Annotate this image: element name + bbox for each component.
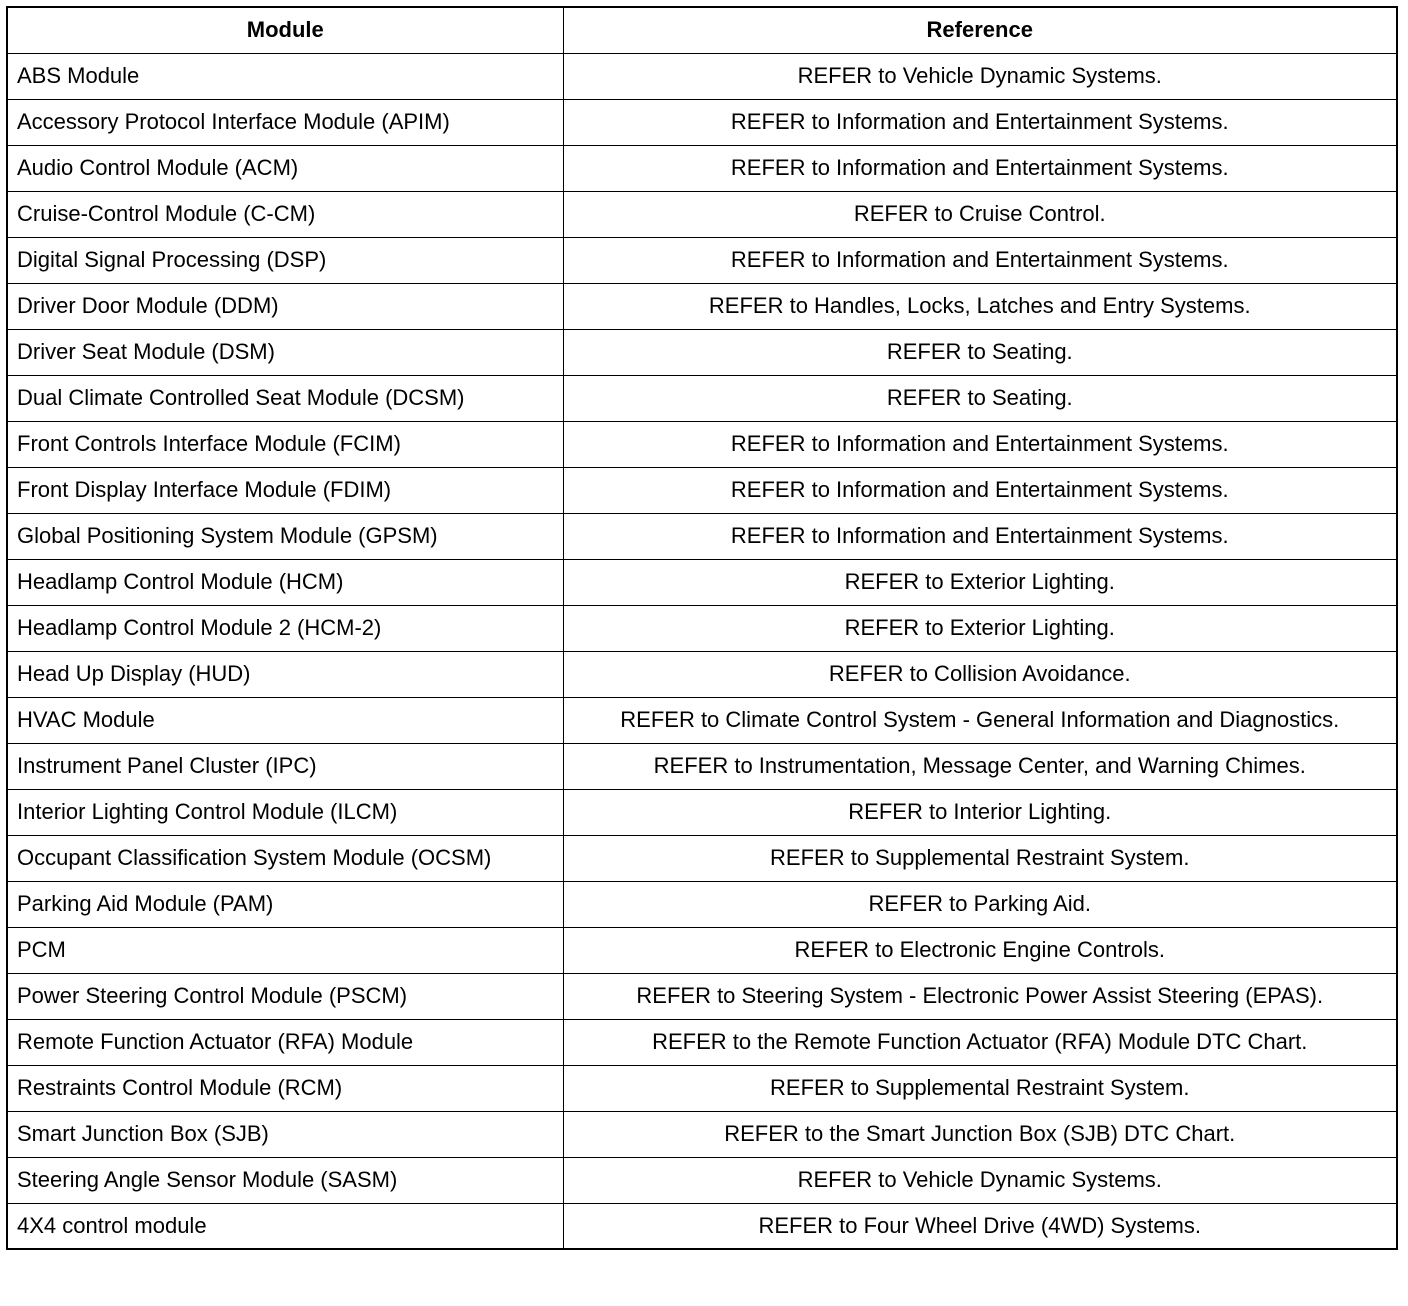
module-cell: Digital Signal Processing (DSP) bbox=[7, 237, 563, 283]
table-row bbox=[7, 421, 1397, 467]
module-cell: Driver Seat Module (DSM) bbox=[7, 329, 563, 375]
reference-cell: REFER to Interior Lighting. bbox=[563, 789, 1397, 835]
table-row bbox=[7, 835, 1397, 881]
module-cell: Smart Junction Box (SJB) bbox=[7, 1111, 563, 1157]
module-cell: Instrument Panel Cluster (IPC) bbox=[7, 743, 563, 789]
table-row bbox=[7, 467, 1397, 513]
table-row bbox=[7, 743, 1397, 789]
reference-cell: REFER to Information and Entertainment Systems. bbox=[563, 467, 1397, 513]
module-cell: Parking Aid Module (PAM) bbox=[7, 881, 563, 927]
reference-cell: REFER to Information and Entertainment Systems. bbox=[563, 421, 1397, 467]
table-row bbox=[7, 99, 1397, 145]
table-row bbox=[7, 283, 1397, 329]
module-cell: Cruise-Control Module (C-CM) bbox=[7, 191, 563, 237]
module-cell: Dual Climate Controlled Seat Module (DCSM) bbox=[7, 375, 563, 421]
table-row bbox=[7, 329, 1397, 375]
reference-cell: REFER to Supplemental Restraint System. bbox=[563, 1065, 1397, 1111]
module-reference-table bbox=[6, 6, 1398, 1250]
module-cell: HVAC Module bbox=[7, 697, 563, 743]
table-row bbox=[7, 927, 1397, 973]
table-row bbox=[7, 1019, 1397, 1065]
table-row bbox=[7, 53, 1397, 99]
reference-cell: REFER to Vehicle Dynamic Systems. bbox=[563, 53, 1397, 99]
reference-cell: REFER to Information and Entertainment Systems. bbox=[563, 99, 1397, 145]
header-row bbox=[7, 7, 1397, 53]
table-body bbox=[7, 53, 1397, 1249]
table-row bbox=[7, 789, 1397, 835]
module-cell: Power Steering Control Module (PSCM) bbox=[7, 973, 563, 1019]
reference-cell: REFER to Information and Entertainment Systems. bbox=[563, 145, 1397, 191]
reference-cell: REFER to Information and Entertainment Systems. bbox=[563, 237, 1397, 283]
reference-cell: REFER to Instrumentation, Message Center, and Warning Chimes. bbox=[563, 743, 1397, 789]
reference-cell: REFER to Vehicle Dynamic Systems. bbox=[563, 1157, 1397, 1203]
reference-cell: REFER to Collision Avoidance. bbox=[563, 651, 1397, 697]
reference-cell: REFER to Seating. bbox=[563, 375, 1397, 421]
module-cell: ABS Module bbox=[7, 53, 563, 99]
table-header bbox=[7, 7, 1397, 53]
reference-cell: REFER to Four Wheel Drive (4WD) Systems. bbox=[563, 1203, 1397, 1249]
module-cell: 4X4 control module bbox=[7, 1203, 563, 1249]
module-cell: PCM bbox=[7, 927, 563, 973]
reference-cell: REFER to Climate Control System - General Information and Diagnostics. bbox=[563, 697, 1397, 743]
table-row bbox=[7, 191, 1397, 237]
table-row bbox=[7, 1111, 1397, 1157]
module-cell: Headlamp Control Module (HCM) bbox=[7, 559, 563, 605]
module-cell: Audio Control Module (ACM) bbox=[7, 145, 563, 191]
reference-cell: REFER to Seating. bbox=[563, 329, 1397, 375]
module-cell: Front Display Interface Module (FDIM) bbox=[7, 467, 563, 513]
reference-cell: REFER to Supplemental Restraint System. bbox=[563, 835, 1397, 881]
module-cell: Driver Door Module (DDM) bbox=[7, 283, 563, 329]
module-cell: Front Controls Interface Module (FCIM) bbox=[7, 421, 563, 467]
reference-cell: REFER to Electronic Engine Controls. bbox=[563, 927, 1397, 973]
table-row bbox=[7, 1157, 1397, 1203]
module-cell: Interior Lighting Control Module (ILCM) bbox=[7, 789, 563, 835]
table-row bbox=[7, 1203, 1397, 1249]
reference-cell: REFER to Handles, Locks, Latches and Entry Systems. bbox=[563, 283, 1397, 329]
header-module: Module bbox=[7, 7, 563, 53]
table-row bbox=[7, 237, 1397, 283]
table-row bbox=[7, 559, 1397, 605]
table-row bbox=[7, 375, 1397, 421]
table-row bbox=[7, 1065, 1397, 1111]
reference-cell: REFER to Parking Aid. bbox=[563, 881, 1397, 927]
reference-cell: REFER to Exterior Lighting. bbox=[563, 559, 1397, 605]
table-row bbox=[7, 973, 1397, 1019]
module-cell: Steering Angle Sensor Module (SASM) bbox=[7, 1157, 563, 1203]
table-row bbox=[7, 697, 1397, 743]
module-cell: Head Up Display (HUD) bbox=[7, 651, 563, 697]
table-row bbox=[7, 145, 1397, 191]
table-row bbox=[7, 513, 1397, 559]
module-cell: Headlamp Control Module 2 (HCM-2) bbox=[7, 605, 563, 651]
table-row bbox=[7, 605, 1397, 651]
reference-cell: REFER to Steering System - Electronic Power Assist Steering (EPAS). bbox=[563, 973, 1397, 1019]
table-row bbox=[7, 651, 1397, 697]
header-reference: Reference bbox=[563, 7, 1397, 53]
reference-cell: REFER to Cruise Control. bbox=[563, 191, 1397, 237]
module-cell: Accessory Protocol Interface Module (APIM) bbox=[7, 99, 563, 145]
module-cell: Restraints Control Module (RCM) bbox=[7, 1065, 563, 1111]
module-cell: Remote Function Actuator (RFA) Module bbox=[7, 1019, 563, 1065]
reference-cell: REFER to Information and Entertainment Systems. bbox=[563, 513, 1397, 559]
reference-cell: REFER to the Smart Junction Box (SJB) DTC Chart. bbox=[563, 1111, 1397, 1157]
reference-cell: REFER to the Remote Function Actuator (RFA) Module DTC Chart. bbox=[563, 1019, 1397, 1065]
table-row bbox=[7, 881, 1397, 927]
reference-cell: REFER to Exterior Lighting. bbox=[563, 605, 1397, 651]
module-cell: Global Positioning System Module (GPSM) bbox=[7, 513, 563, 559]
module-cell: Occupant Classification System Module (OCSM) bbox=[7, 835, 563, 881]
